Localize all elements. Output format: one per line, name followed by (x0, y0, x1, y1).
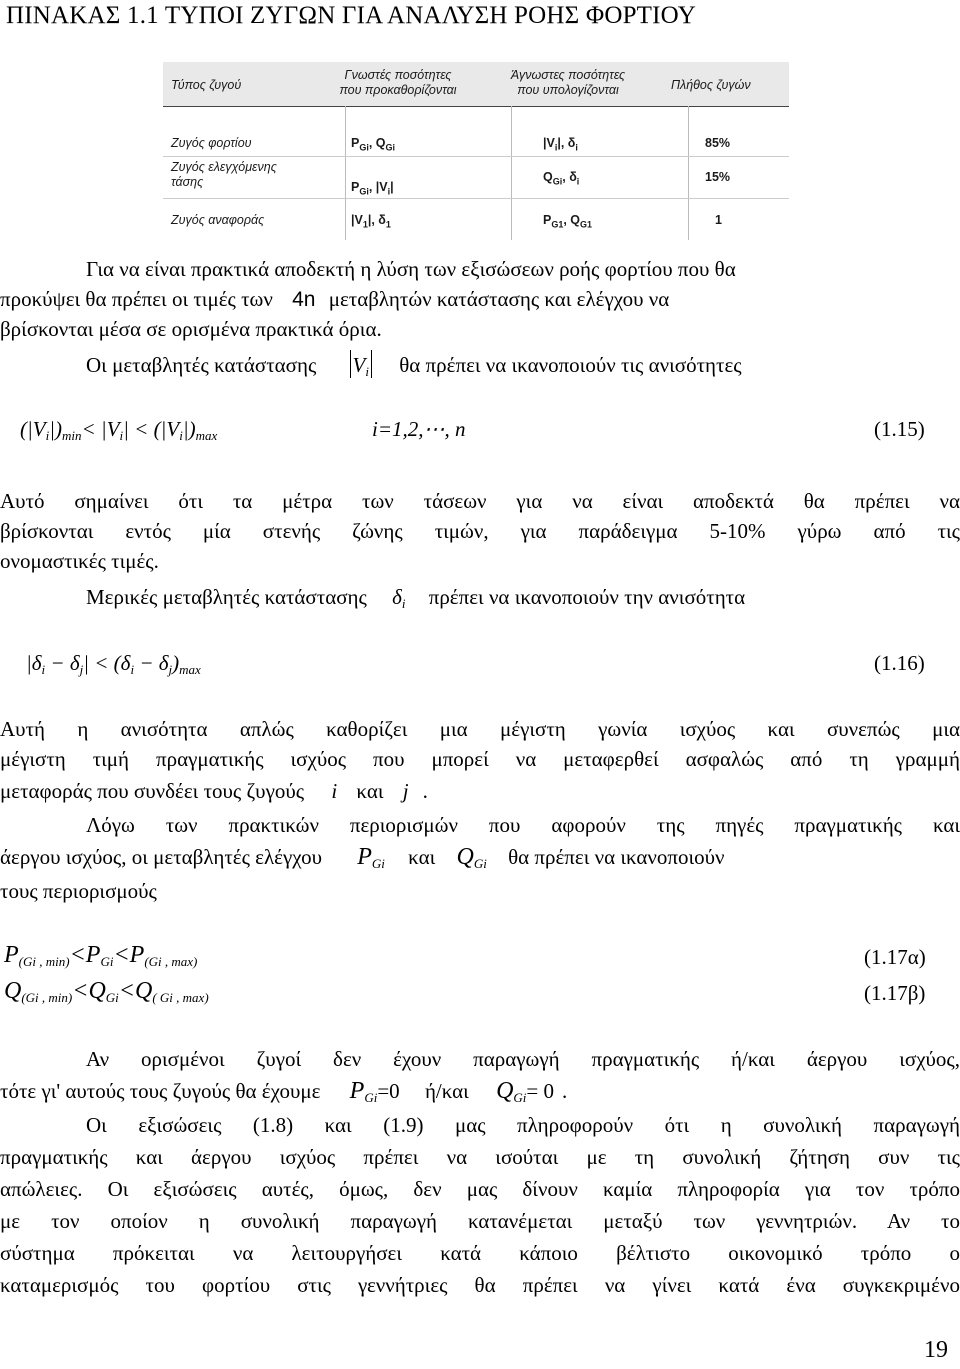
row2-unknown: $Q_{Gi}$, $\delta_i$ (543, 170, 580, 187)
p7-line2: τότε γι' αυτούς τους ζυγούς θα έχουμε $P_{Gi}=0$ ή/και $Q_{Gi}= 0$ . (0, 1078, 568, 1105)
row1-known: $P_{Gi}$, $Q_{Gi}$ (351, 136, 396, 153)
p8-line4: με τον οποίον η συνολική παραγωγή κατανέμεται μεταξύ των γεννητριών. Αν το (0, 1209, 960, 1233)
p3-line3: ονομαστικές τιμές. (0, 549, 159, 573)
equation-1-15: $(|V_i|)_{min}< |V_i| < (|V_i|)_{max}$ (20, 417, 218, 443)
p3-line1: Αυτό σημαίνει ότι τα μέτρα των τάσεων για να είναι αποδεκτά θα πρέπει να (0, 489, 960, 513)
row1-unknown: $|V_i|$, $\delta_i$ (543, 136, 578, 153)
p1-line2: προκύψει θα πρέπει οι τιμές των 4n μεταβλητών κατάστασης και ελέγχου να (0, 287, 670, 311)
row3-type: Ζυγός αναφοράς (171, 213, 265, 227)
row3-unknown: $P_{G1}$, $Q_{G1}$ (543, 213, 593, 230)
p8-line2: πραγματικής και άεργου ισχύος πρέπει να ισούται με τη συνολική ζήτηση συν τις (0, 1145, 960, 1169)
p8-line1: Οι εξισώσεις (1.8) και (1.9) μας πληροφορούν ότι η συνολική παραγωγή (86, 1113, 960, 1137)
p5-line1: Αυτή η ανισότητα απλώς καθορίζει μια μέγιστη γωνία ισχύος και συνεπώς μια (0, 717, 960, 741)
p1-line3: βρίσκονται μέσα σε ορισμένα πρακτικά όρια. (0, 317, 382, 341)
equation-1-17a-number: (1.17α) (864, 945, 926, 969)
equation-1-15-number: (1.15) (874, 417, 925, 441)
p1-line1: Για να είναι πρακτικά αποδεκτή η λύση των εξισώσεων ροής φορτίου που θα (86, 257, 736, 281)
p6-line1: Λόγω των πρακτικών περιορισμών που αφορούν της πηγές πραγματικής και (86, 813, 960, 837)
p6-line3: τους περιορισμούς (0, 879, 157, 903)
row1-type: Ζυγός φορτίου (171, 136, 252, 150)
p7-line1: Αν ορισμένοι ζυγοί δεν έχουν παραγωγή πραγματικής ή/και άεργου ισχύος, (86, 1047, 960, 1071)
header-known: Γνωστές ποσότητες που προκαθορίζονται (339, 68, 457, 97)
p6-line2: άεργου ισχύος, οι μεταβλητές ελέγχου $P_{Gi}$ και $Q_{Gi}$ θα πρέπει να ικανοποιούν (0, 844, 725, 871)
bus-types-table (163, 62, 789, 240)
row2-type: Ζυγός ελεγχόμενης τάσης (171, 160, 277, 189)
header-type: Τύπος ζυγού (171, 78, 242, 92)
p5-line3: μεταφοράς που συνδέει τους ζυγούς i και j . (0, 779, 428, 803)
p8-line5: σύστημα πρόκειται να λειτουργήσει κατά κάποιο βέλτιστο οικονομικό τρόπο ο (0, 1241, 960, 1265)
equation-1-17b-number: (1.17β) (864, 981, 926, 1005)
equation-1-17a: $P_{(Gi , min)}<P_{Gi}<P_{(Gi , max)}$ (4, 942, 198, 969)
p4-line: Μερικές μεταβλητές κατάστασης $\delta_i$ πρέπει να ικανοποιούν την ανισότητα (86, 585, 746, 611)
table-caption: ΠΙΝΑΚΑΣ 1.1 ΤΥΠΟΙ ΖΥΓΩΝ ΓΙΑ ΑΝΑΛΥΣΗ ΡΟΗΣ ΦΟΡΤΙΟΥ (6, 2, 696, 29)
row3-count: 1 (715, 213, 722, 227)
row1-count: 85% (705, 136, 731, 150)
p3-line2: βρίσκονται εντός μία στενής ζώνης τιμών, για παράδειγμα 5-10% γύρω από τις (0, 519, 960, 543)
p8-line3: απώλειες. Οι εξισώσεις αυτές, όμως, δεν μας δίνουν καμία πληροφορία για τον τρόπο (0, 1177, 960, 1201)
page-number: 19 (924, 1337, 948, 1363)
equation-1-16: $|\delta_i - \delta_j| < (\delta_i - \delta_j)_{max}$ (26, 651, 201, 677)
equation-1-15-range: i=1,2,⋯, n (372, 417, 466, 441)
p5-line2: μέγιστη τιμή πραγματικής ισχύος που μπορεί να μεταφερθεί ασφαλώς από τη γραμμή (0, 747, 960, 771)
p8-line6: καταμερισμός του φορτίου στις γεννήτριες θα πρέπει να γίνει κατά ένα συγκεκριμένο (0, 1273, 960, 1297)
row3-known: $|V_1|$, $\delta_1$ (351, 213, 391, 230)
equation-1-17b: $Q_{(Gi , min)}<Q_{Gi}<Q_{( Gi , max)}$ (4, 978, 209, 1005)
equation-1-16-number: (1.16) (874, 651, 925, 675)
row2-known: $P_{Gi}$, $|V_i|$ (351, 180, 394, 197)
header-count: Πλήθος ζυγών (671, 78, 751, 92)
row2-count: 15% (705, 170, 731, 184)
header-unknown: Άγνωστες ποσότητες που υπολογίζονται (510, 68, 626, 97)
p2-line: Οι μεταβλητές κατάστασης $V_i$ θα πρέπει να ικανοποιούν τις ανισότητες (86, 350, 742, 387)
